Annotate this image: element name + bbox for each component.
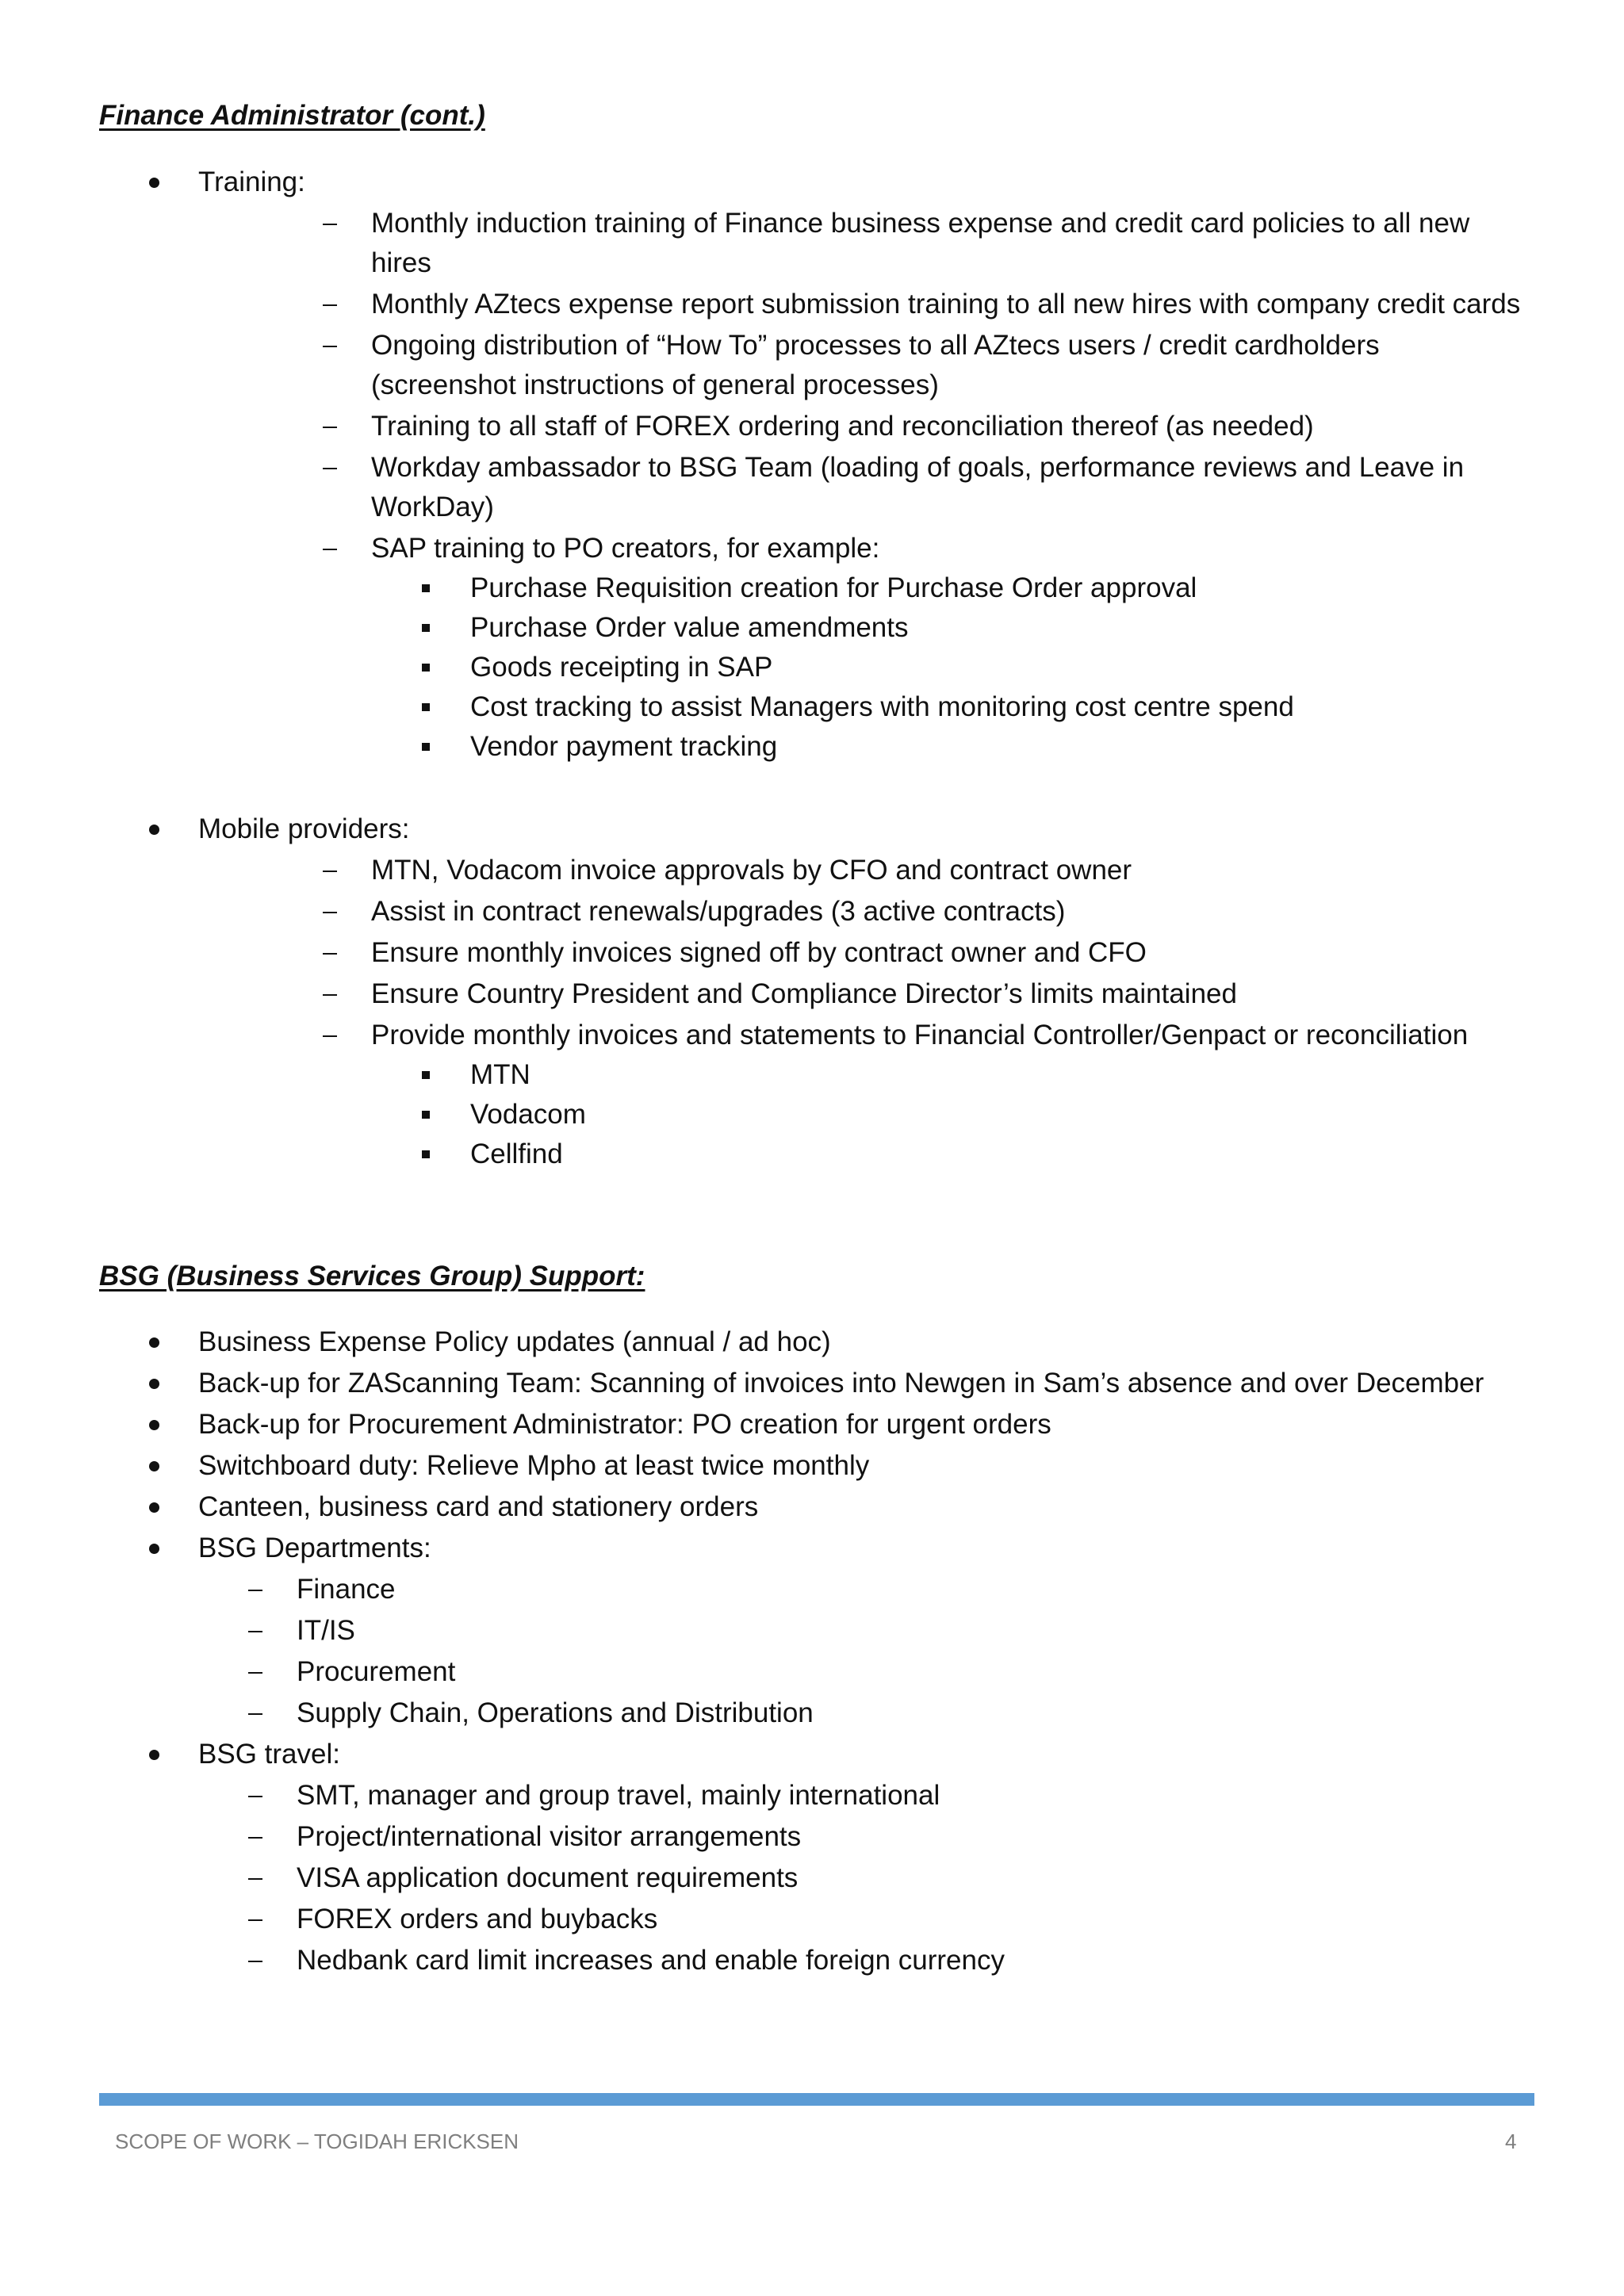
page-number: 4 bbox=[1505, 2130, 1517, 2153]
provider-item: MTN bbox=[470, 1059, 530, 1090]
travel-item: Project/international visitor arrangements bbox=[297, 1821, 802, 1852]
training-item: SAP training to PO creators, for example: bbox=[371, 533, 880, 564]
training-item-cont: WorkDay) bbox=[371, 492, 494, 522]
square-marker bbox=[422, 703, 430, 711]
bullet-marker bbox=[149, 1420, 159, 1430]
square-marker bbox=[422, 1111, 430, 1119]
travel-item: FOREX orders and buybacks bbox=[297, 1904, 658, 1934]
label-mobile-providers: Mobile providers: bbox=[198, 813, 410, 844]
section-heading-bsg-support: BSG (Business Services Group) Support: bbox=[99, 1261, 645, 1292]
bullet-marker bbox=[149, 1337, 159, 1348]
dash-marker bbox=[323, 953, 337, 955]
mobile-item: Ensure Country President and Compliance Director’s limits maintained bbox=[371, 978, 1237, 1009]
square-marker bbox=[422, 743, 430, 751]
bullet-marker bbox=[149, 1379, 159, 1389]
bsg-bullet-item: BSG Departments: bbox=[198, 1533, 431, 1563]
dash-marker bbox=[323, 346, 337, 347]
footer-rule bbox=[99, 2093, 1534, 2106]
department-item: Supply Chain, Operations and Distribution bbox=[297, 1697, 814, 1728]
footer-title: SCOPE OF WORK – TOGIDAH ERICKSEN bbox=[115, 2130, 519, 2153]
sap-item: Goods receipting in SAP bbox=[470, 652, 773, 683]
dash-marker bbox=[248, 1713, 262, 1715]
sap-item: Vendor payment tracking bbox=[470, 731, 778, 762]
mobile-item: Assist in contract renewals/upgrades (3 active contracts) bbox=[371, 896, 1066, 927]
dash-marker bbox=[323, 304, 337, 306]
provider-item: Vodacom bbox=[470, 1099, 586, 1130]
bsg-bullet-item: Back-up for ZAScanning Team: Scanning of invoices into Newgen in Sam’s absence and over December bbox=[198, 1368, 1484, 1399]
label-bsg-travel: BSG travel: bbox=[198, 1739, 340, 1770]
dash-marker bbox=[323, 224, 337, 225]
dash-marker bbox=[323, 549, 337, 550]
dash-marker bbox=[248, 1961, 262, 1962]
dash-marker bbox=[248, 1796, 262, 1797]
training-item: Workday ambassador to BSG Team (loading of goals, performance reviews and Leave in bbox=[371, 452, 1465, 483]
dash-marker bbox=[323, 1035, 337, 1037]
bullet-marker bbox=[149, 1461, 159, 1471]
dash-marker bbox=[323, 427, 337, 428]
bullet-bsg-travel bbox=[149, 1750, 159, 1760]
sap-item: Purchase Requisition creation for Purchase Order approval bbox=[470, 572, 1197, 603]
bullet-training bbox=[149, 178, 159, 188]
provider-item: Cellfind bbox=[470, 1138, 563, 1169]
mobile-item: Ensure monthly invoices signed off by contract owner and CFO bbox=[371, 937, 1147, 968]
square-marker bbox=[422, 584, 430, 592]
department-item: IT/IS bbox=[297, 1615, 355, 1646]
bsg-bullet-item: Switchboard duty: Relieve Mpho at least twice monthly bbox=[198, 1450, 870, 1481]
dash-marker bbox=[248, 1672, 262, 1674]
travel-item: Nedbank card limit increases and enable foreign currency bbox=[297, 1945, 1005, 1976]
dash-marker bbox=[248, 1590, 262, 1591]
sap-item: Purchase Order value amendments bbox=[470, 612, 909, 643]
training-item-cont: (screenshot instructions of general processes) bbox=[371, 369, 939, 400]
travel-item: SMT, manager and group travel, mainly international bbox=[297, 1780, 940, 1811]
dash-marker bbox=[248, 1837, 262, 1839]
training-item: Monthly induction training of Finance business expense and credit card policies to all new bbox=[371, 208, 1470, 239]
square-marker bbox=[422, 1071, 430, 1079]
dash-marker bbox=[248, 1631, 262, 1632]
dash-marker bbox=[323, 912, 337, 913]
travel-item: VISA application document requirements bbox=[297, 1862, 799, 1893]
mobile-item: MTN, Vodacom invoice approvals by CFO and contract owner bbox=[371, 855, 1132, 886]
square-marker bbox=[422, 624, 430, 632]
mobile-item: Provide monthly invoices and statements to Financial Controller/Genpact or reconciliation bbox=[371, 1020, 1469, 1050]
department-item: Finance bbox=[297, 1574, 396, 1605]
training-item: Monthly AZtecs expense report submission training to all new hires with company credit cards bbox=[371, 289, 1521, 320]
bsg-bullet-item: Back-up for Procurement Administrator: PO creation for urgent orders bbox=[198, 1409, 1051, 1440]
bullet-marker bbox=[149, 1544, 159, 1554]
bullet-marker bbox=[149, 1502, 159, 1513]
training-item: Training to all staff of FOREX ordering and reconciliation thereof (as needed) bbox=[371, 411, 1314, 442]
sap-item: Cost tracking to assist Managers with monitoring cost centre spend bbox=[470, 691, 1294, 722]
bullet-mobile-providers bbox=[149, 825, 159, 835]
dash-marker bbox=[323, 871, 337, 872]
training-item-cont: hires bbox=[371, 247, 431, 278]
bsg-bullet-item: Canteen, business card and stationery orders bbox=[198, 1491, 759, 1522]
dash-marker bbox=[248, 1919, 262, 1921]
square-marker bbox=[422, 1150, 430, 1158]
training-item: Ongoing distribution of “How To” processes to all AZtecs users / credit cardholders bbox=[371, 330, 1380, 361]
square-marker bbox=[422, 664, 430, 672]
section-heading-finance-admin: Finance Administrator (cont.) bbox=[99, 100, 485, 131]
bsg-bullet-item: Business Expense Policy updates (annual / ad hoc) bbox=[198, 1326, 831, 1357]
department-item: Procurement bbox=[297, 1656, 456, 1687]
dash-marker bbox=[323, 994, 337, 996]
dash-marker bbox=[323, 468, 337, 469]
dash-marker bbox=[248, 1878, 262, 1880]
label-training: Training: bbox=[198, 166, 305, 197]
